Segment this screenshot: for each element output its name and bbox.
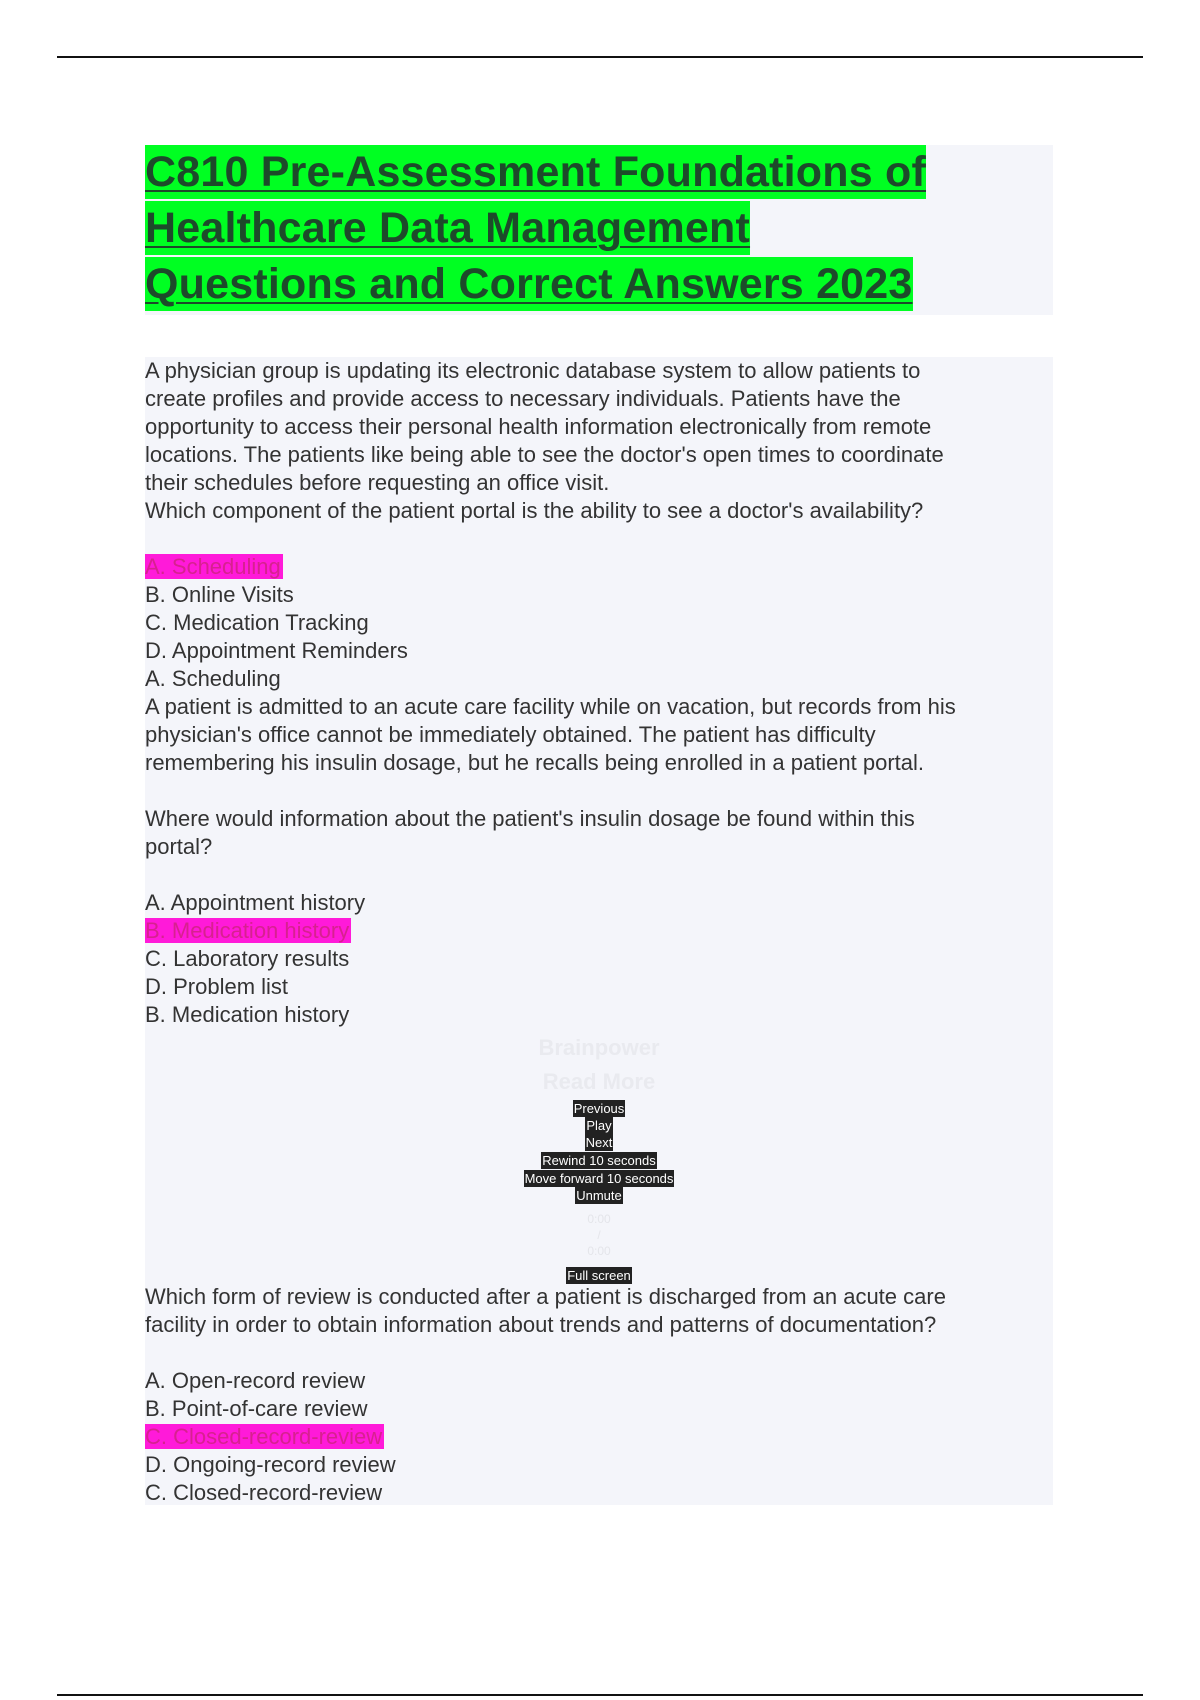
q2-option-b-highlighted: B. Medication history (145, 918, 350, 943)
q1-option-d: D. Appointment Reminders (145, 638, 408, 663)
q2-stem-line: physician's office cannot be immediately obtained. The patient has difficulty (145, 722, 876, 747)
title-line-1: C810 Pre-Assessment Foundations of (145, 145, 926, 199)
q1-option-a-highlighted: A. Scheduling (145, 554, 281, 579)
rewind-button[interactable]: Rewind 10 seconds (542, 1153, 656, 1168)
q3-option-b: B. Point-of-care review (145, 1396, 368, 1421)
q1-stem-line: create profiles and provide access to necessary individuals. Patients have the (145, 386, 901, 411)
q2-option-c: C. Laboratory results (145, 946, 350, 971)
top-rule (57, 56, 1143, 58)
q1-stem-line: A physician group is updating its electronic database system to allow patients to (145, 358, 921, 383)
previous-button[interactable]: Previous (573, 1101, 625, 1116)
question-content (145, 357, 1053, 1505)
q2-option-d: D. Problem list (145, 974, 289, 999)
title-line-2: Healthcare Data Management (145, 201, 750, 255)
title-line-3: Questions and Correct Answers 2023 (145, 257, 913, 311)
time-current: 0:00 (587, 1212, 611, 1226)
fullscreen-button[interactable]: Full screen (567, 1268, 631, 1283)
player-brand: Brainpower (538, 1035, 660, 1060)
forward-button[interactable]: Move forward 10 seconds (524, 1171, 674, 1186)
next-button[interactable]: Next (585, 1135, 613, 1150)
q2-stem-line: A patient is admitted to an acute care facility while on vacation, but records from his (145, 694, 956, 719)
q3-option-c-highlighted: C. Closed-record-review (145, 1424, 383, 1449)
play-button[interactable]: Play (586, 1118, 612, 1133)
q1-option-b: B. Online Visits (145, 582, 294, 607)
bottom-rule (57, 1694, 1143, 1696)
q3-answer: C. Closed-record-review (145, 1480, 383, 1505)
q2-question-line: portal? (145, 834, 213, 859)
time-total: 0:00 (587, 1244, 611, 1258)
q3-option-d: D. Ongoing-record review (145, 1452, 396, 1477)
q2-question-line: Where would information about the patient's insulin dosage be found within this (145, 806, 915, 831)
document-title (145, 145, 1053, 315)
q1-stem-line: locations. The patients like being able to see the doctor's open times to coordinate (145, 442, 944, 467)
read-more-link[interactable]: Read More (542, 1069, 656, 1094)
q2-answer: B. Medication history (145, 1002, 350, 1027)
unmute-button[interactable]: Unmute (576, 1188, 622, 1203)
time-separator: / (597, 1228, 601, 1242)
q2-option-a: A. Appointment history (145, 890, 366, 915)
q1-question: Which component of the patient portal is the ability to see a doctor's availability? (145, 498, 924, 523)
q1-stem-line: their schedules before requesting an office visit. (145, 470, 610, 495)
q3-stem-line: facility in order to obtain information about trends and patterns of documentation? (145, 1312, 937, 1337)
q1-option-c: C. Medication Tracking (145, 610, 369, 635)
q3-option-a: A. Open-record review (145, 1368, 366, 1393)
q1-stem-line: opportunity to access their personal health information electronically from remote (145, 414, 932, 439)
q1-answer: A. Scheduling (145, 666, 281, 691)
q2-stem-line: remembering his insulin dosage, but he recalls being enrolled in a patient portal. (145, 750, 925, 775)
q3-stem-line: Which form of review is conducted after a patient is discharged from an acute care (145, 1284, 946, 1309)
